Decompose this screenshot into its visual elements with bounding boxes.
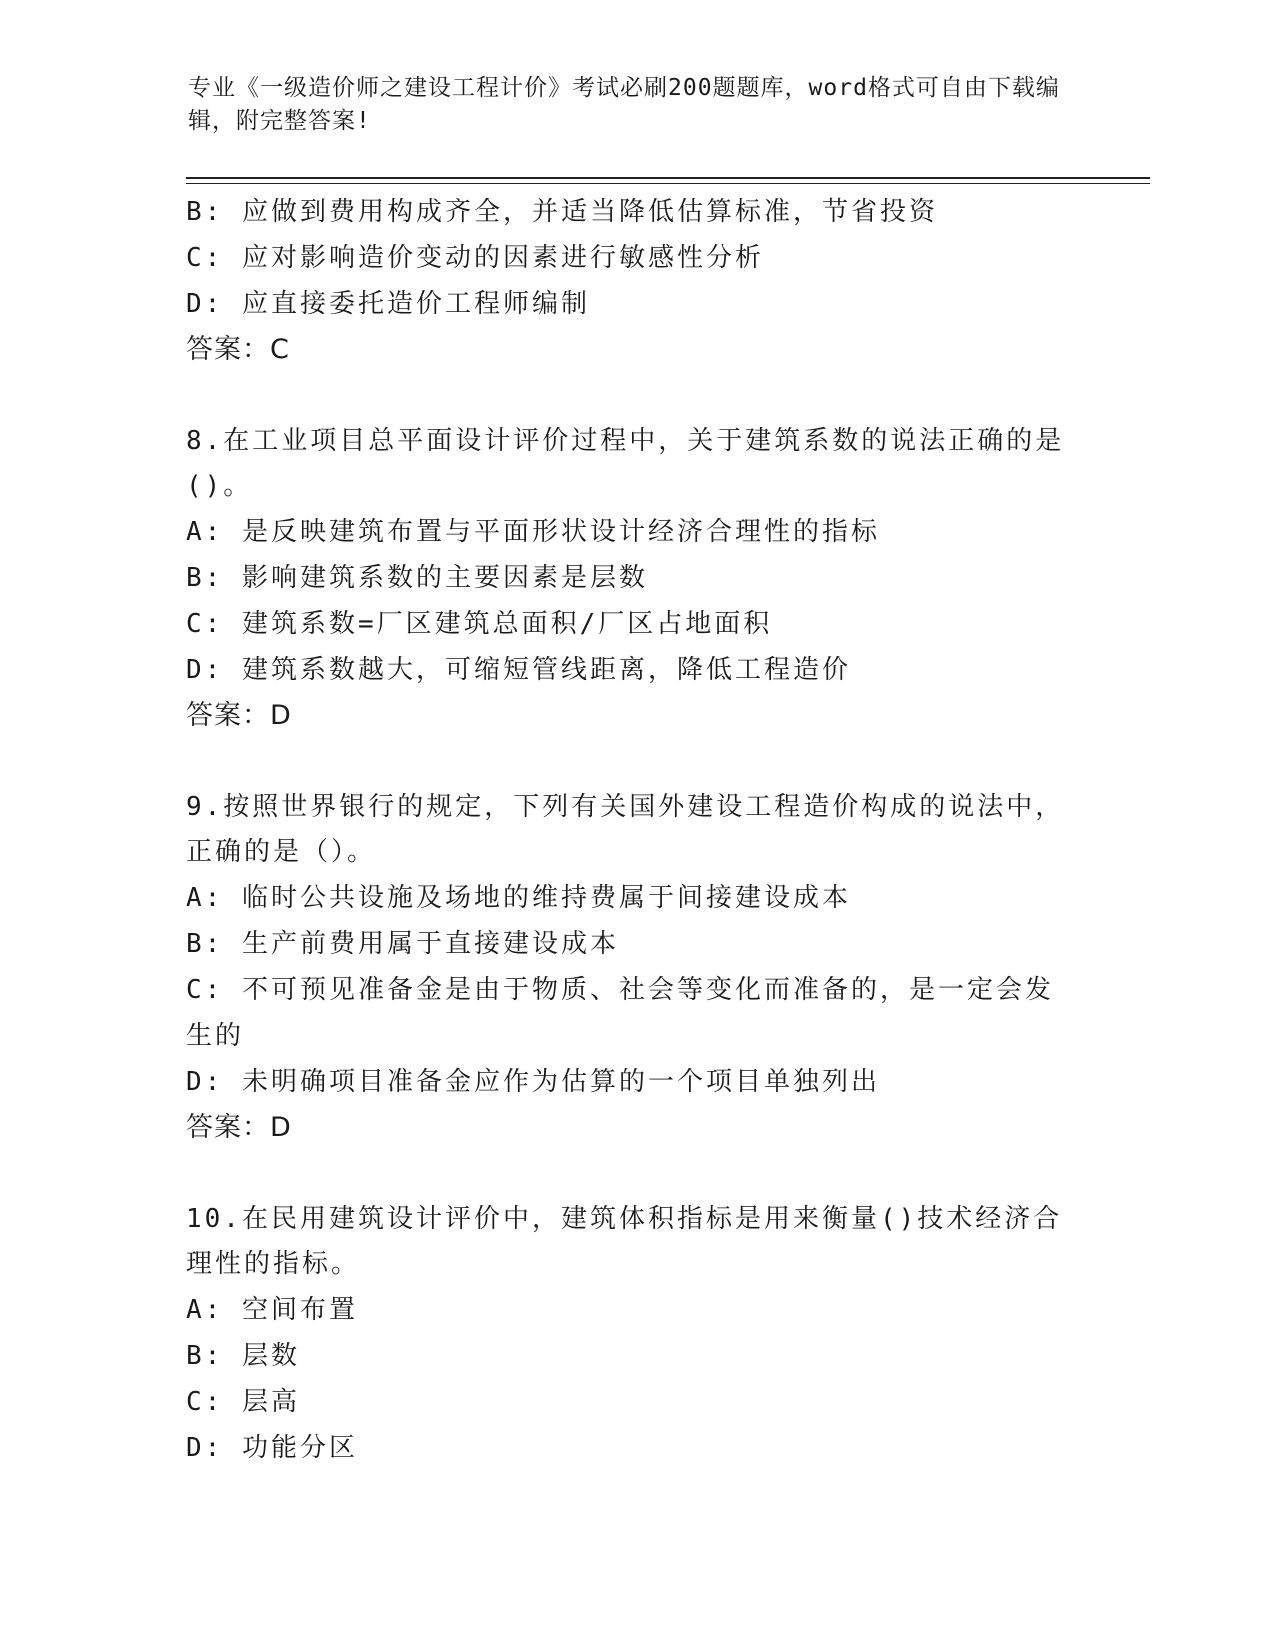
- document-body: [186, 189, 1076, 1471]
- option-d: D: 应直接委托造价工程师编制: [186, 289, 590, 319]
- option-c: C: 建筑系数=厂区建筑总面积/厂区占地面积: [186, 609, 773, 639]
- question-stem: 8.在工业项目总平面设计评价过程中，关于建筑系数的说法正确的是()。: [186, 426, 1065, 501]
- question-block-10: [186, 1197, 1076, 1471]
- option-b: B: 层数: [186, 1341, 300, 1371]
- spacer: [186, 1151, 1076, 1197]
- question-block-8: [186, 419, 1076, 739]
- answer-line: 答案：D: [186, 1112, 292, 1143]
- answer-line: 答案：D: [186, 700, 292, 731]
- question-stem: 10.在民用建筑设计评价中，建筑体积指标是用来衡量()技术经济合理性的指标。: [186, 1204, 1063, 1279]
- option-d: D: 功能分区: [186, 1433, 358, 1463]
- option-d: D: 建筑系数越大，可缩短管线距离，降低工程造价: [186, 655, 851, 685]
- option-c: C: 不可预见准备金是由于物质、社会等变化而准备的，是一定会发生的: [186, 975, 1054, 1051]
- option-d: D: 未明确项目准备金应作为估算的一个项目单独列出: [186, 1067, 880, 1097]
- option-c: C: 应对影响造价变动的因素进行敏感性分析: [186, 243, 764, 273]
- option-a: A: 空间布置: [186, 1295, 358, 1325]
- spacer: [186, 739, 1076, 785]
- option-c: C: 层高: [186, 1387, 300, 1417]
- option-a: A: 是反映建筑布置与平面形状设计经济合理性的指标: [186, 517, 880, 547]
- header-rule-thin: [186, 183, 1150, 184]
- question-block-9: [186, 785, 1076, 1151]
- question-stem: 9.按照世界银行的规定，下列有关国外建设工程造价构成的说法中，正确的是（）。: [186, 792, 1065, 867]
- option-b: B: 生产前费用属于直接建设成本: [186, 929, 619, 959]
- option-b: B: 应做到费用构成齐全，并适当降低估算标准，节省投资: [186, 197, 938, 227]
- spacer: [186, 373, 1076, 419]
- option-a: A: 临时公共设施及场地的维持费属于间接建设成本: [186, 883, 851, 913]
- answer-line: 答案：C: [186, 334, 290, 365]
- document-header: 专业《一级造价师之建设工程计价》考试必刷200题题库，word格式可自由下载编辑，附完整答案!: [188, 75, 1060, 134]
- header-rule-thick: [186, 177, 1150, 179]
- option-b: B: 影响建筑系数的主要因素是层数: [186, 563, 648, 593]
- question-block-previous: [186, 189, 1076, 373]
